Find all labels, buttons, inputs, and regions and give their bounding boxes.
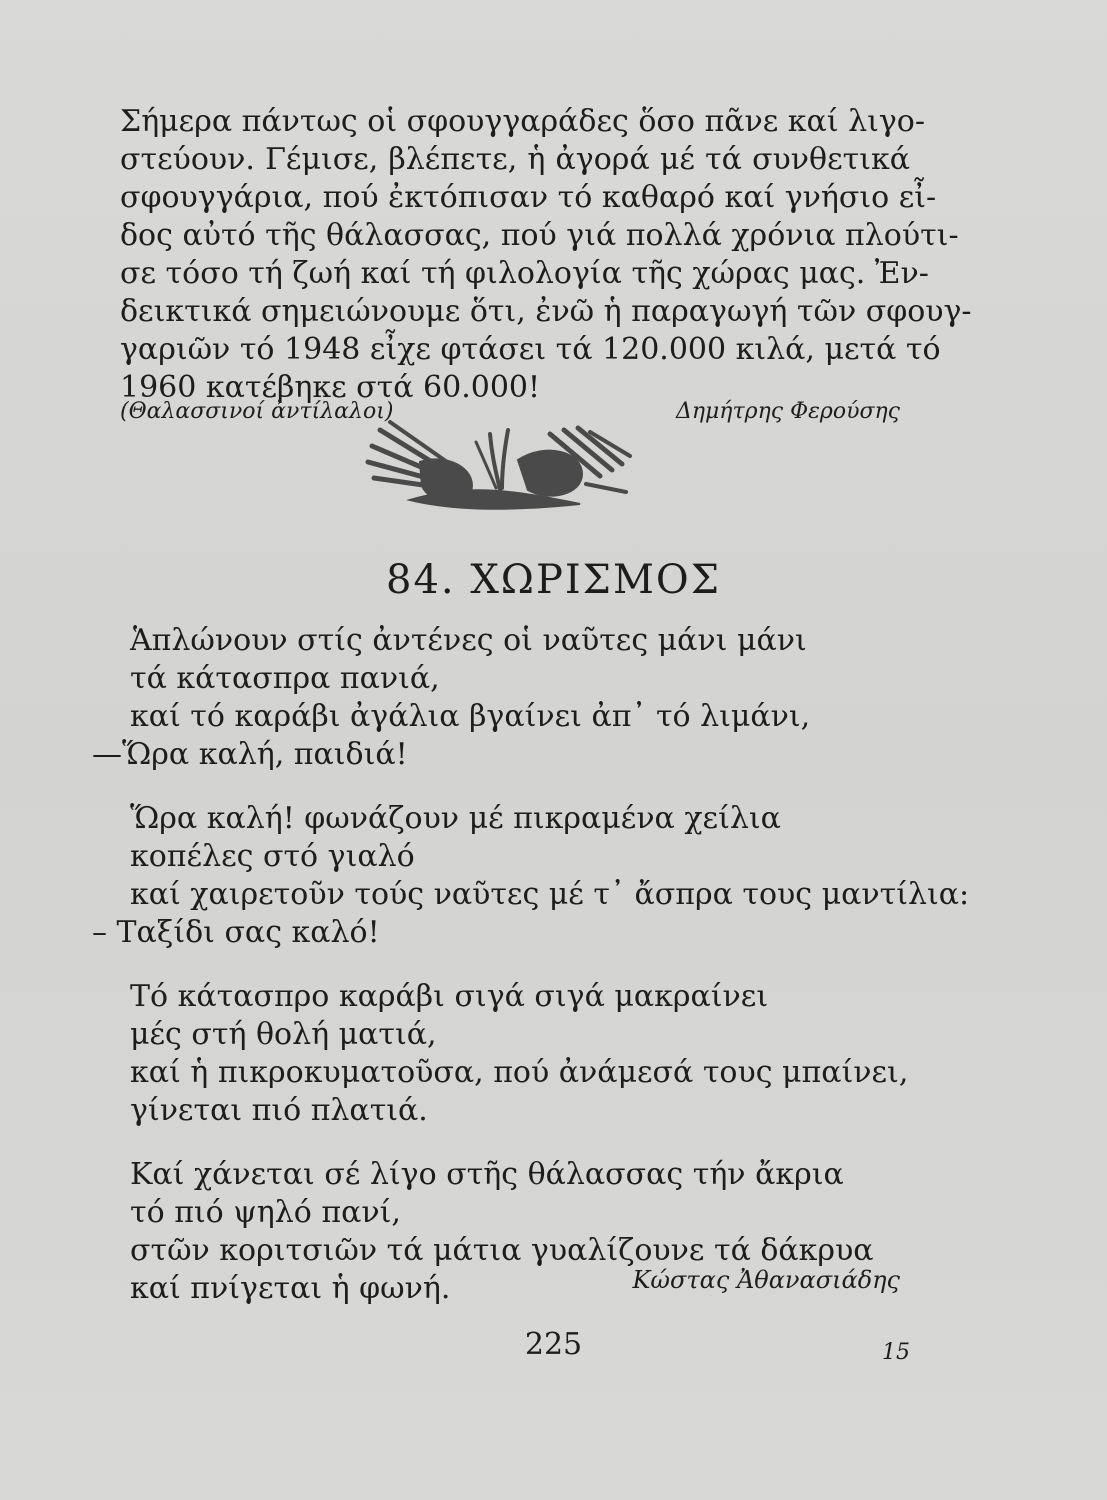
prose-author: Δημήτρης Φερούσης [675, 399, 900, 424]
poem-line: – Ταξίδι σας καλό! [92, 915, 380, 950]
poem-line: καί πνίγεται ἡ φωνή. [130, 1271, 451, 1306]
poem-line: γίνεται πιό πλατιά. [130, 1093, 428, 1128]
prose-line: δος αὐτό τῆς θάλασσας, πού γιά πολλά χρόνια πλούτι- [120, 218, 959, 253]
poem-line: Ὥρα καλή! φωνάζουν μέ πικραμένα χείλια [130, 801, 781, 836]
poem-line: Ἁπλώνουν στίς ἀντένες οἱ ναῦτες μάνι μάνι [130, 623, 807, 658]
poem-stanza [92, 622, 952, 774]
prose-line: δεικτικά σημειώνουμε ὅτι, ἐνῶ ἡ παραγωγή τῶν σφουγ- [120, 294, 972, 329]
poem-line: Καί χάνεται σέ λίγο στῆς θάλασσας τήν ἄκρια [130, 1157, 844, 1192]
poem-title: 84. ΧΩΡΙΣΜΟΣ [386, 557, 721, 603]
poem-line: καί ἡ πικροκυματοῦσα, πού ἀνάμεσά τους μπαίνει, [130, 1055, 909, 1090]
poem-line: καί τό καράβι ἀγάλια βγαίνει ἀπ᾿ τό λιμάνι, [130, 699, 811, 734]
poem-line: τά κάτασπρα πανιά, [130, 661, 440, 696]
poem-line: —Ὥρα καλή, παιδιά! [92, 737, 408, 772]
prose-line: Σήμερα πάντως οἱ σφουγγαράδες ὅσο πᾶνε καί λιγο- [120, 104, 926, 139]
poem-stanza [92, 800, 970, 952]
prose-line: στεύουν. Γέμισε, βλέπετε, ἡ ἀγορά μέ τά συνθετικά [120, 142, 910, 177]
page-number: 225 [524, 1327, 583, 1362]
source-title: (Θαλασσινοί ἀντίλαλοι) [120, 399, 394, 424]
prose-line: σε τόσο τή ζωή καί τή φιλολογία τῆς χώρας μας. Ἐν- [120, 256, 929, 291]
poem-line: στῶν κοριτσιῶν τά μάτια γυαλίζουνε τά δάκρυα [130, 1233, 874, 1268]
poem-body [92, 622, 970, 1334]
poem-line: Τό κάτασπρο καράβι σιγά σιγά μακραίνει [130, 979, 769, 1014]
poem-stanza [92, 978, 952, 1130]
prose-line: 1960 κατέβηκε στά 60.000! [120, 370, 541, 405]
poem-line: τό πιό ψηλό πανί, [130, 1195, 401, 1230]
prose-line: σφουγγάρια, πού ἐκτόπισαν τό καθαρό καί γνήσιο εἶ- [120, 180, 937, 215]
poem-line: μές στή θολή ματιά, [130, 1017, 437, 1052]
signature-mark: 15 [882, 1340, 910, 1365]
poem-line: κοπέλες στό γιαλό [130, 839, 415, 874]
prose-paragraph [120, 103, 972, 407]
poem-author: Κώστας Ἀθανασιάδης [632, 1266, 900, 1294]
prose-line: γαριῶν τό 1948 εἶχε φτάσει τά 120.000 κιλά, μετά τό [120, 332, 941, 367]
poem-line: καί χαιρετοῦν τούς ναῦτες μέ τ᾿ ἄσπρα τους μαντίλια: [130, 877, 970, 912]
floral-ornament-icon [350, 412, 640, 517]
